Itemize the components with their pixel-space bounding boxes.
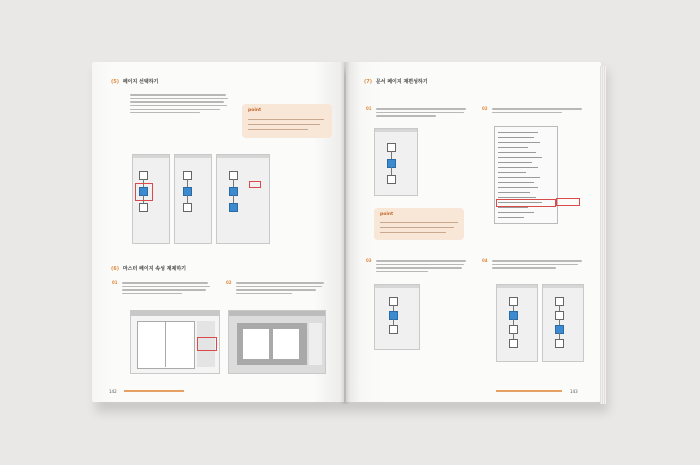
left-screenshot-3 — [216, 154, 270, 244]
open-book — [92, 62, 605, 407]
right-point-box — [374, 208, 464, 240]
left-screenshot-5 — [228, 310, 326, 374]
right-step-03: 03 — [366, 258, 372, 263]
book-spine — [340, 62, 350, 404]
right-page — [346, 62, 601, 402]
section-title: 문서 페이지 재편성하기 — [375, 79, 428, 85]
right-step-04: 04 — [482, 258, 488, 263]
section-number: (6) — [111, 266, 120, 272]
left-step-02-text — [236, 280, 328, 296]
section-number: (5) — [111, 79, 120, 85]
right-footer-running-head — [496, 389, 562, 393]
right-screenshot-4 — [496, 284, 538, 362]
section-title: 페이지 선택하기 — [122, 79, 159, 85]
right-step-03-text — [376, 258, 468, 274]
left-section-heading-1 — [111, 78, 158, 85]
section-number: (7) — [364, 79, 373, 85]
left-step-02: 02 — [226, 280, 232, 285]
point-label: point — [380, 212, 394, 217]
menu-highlight-callout — [556, 198, 580, 206]
right-step-02-text — [492, 106, 584, 115]
right-step-04-text — [492, 258, 584, 271]
left-footer-running-head — [124, 389, 184, 393]
right-screenshot-3 — [374, 284, 420, 350]
left-screenshot-4 — [130, 310, 220, 374]
right-page-number: 143 — [570, 389, 578, 394]
left-page — [92, 62, 344, 402]
left-step-01-text — [122, 280, 212, 296]
right-context-menu-screenshot — [494, 126, 558, 224]
right-step-02: 02 — [482, 106, 488, 111]
left-step-01: 01 — [112, 280, 118, 285]
right-screenshot-1 — [374, 128, 418, 196]
right-step-01-text — [376, 106, 468, 119]
page-edges — [600, 66, 606, 404]
right-step-01: 01 — [366, 106, 372, 111]
left-point-box — [242, 104, 332, 138]
left-body-text-1 — [130, 92, 230, 115]
left-page-number: 142 — [109, 389, 117, 394]
right-section-heading-1 — [364, 78, 428, 85]
left-section-heading-2 — [111, 265, 186, 272]
left-screenshot-1 — [132, 154, 170, 244]
point-label: point — [248, 108, 262, 113]
left-screenshot-2 — [174, 154, 212, 244]
right-screenshot-5 — [542, 284, 584, 362]
section-title: 마스터 페이지 속성 재제하기 — [122, 266, 186, 272]
